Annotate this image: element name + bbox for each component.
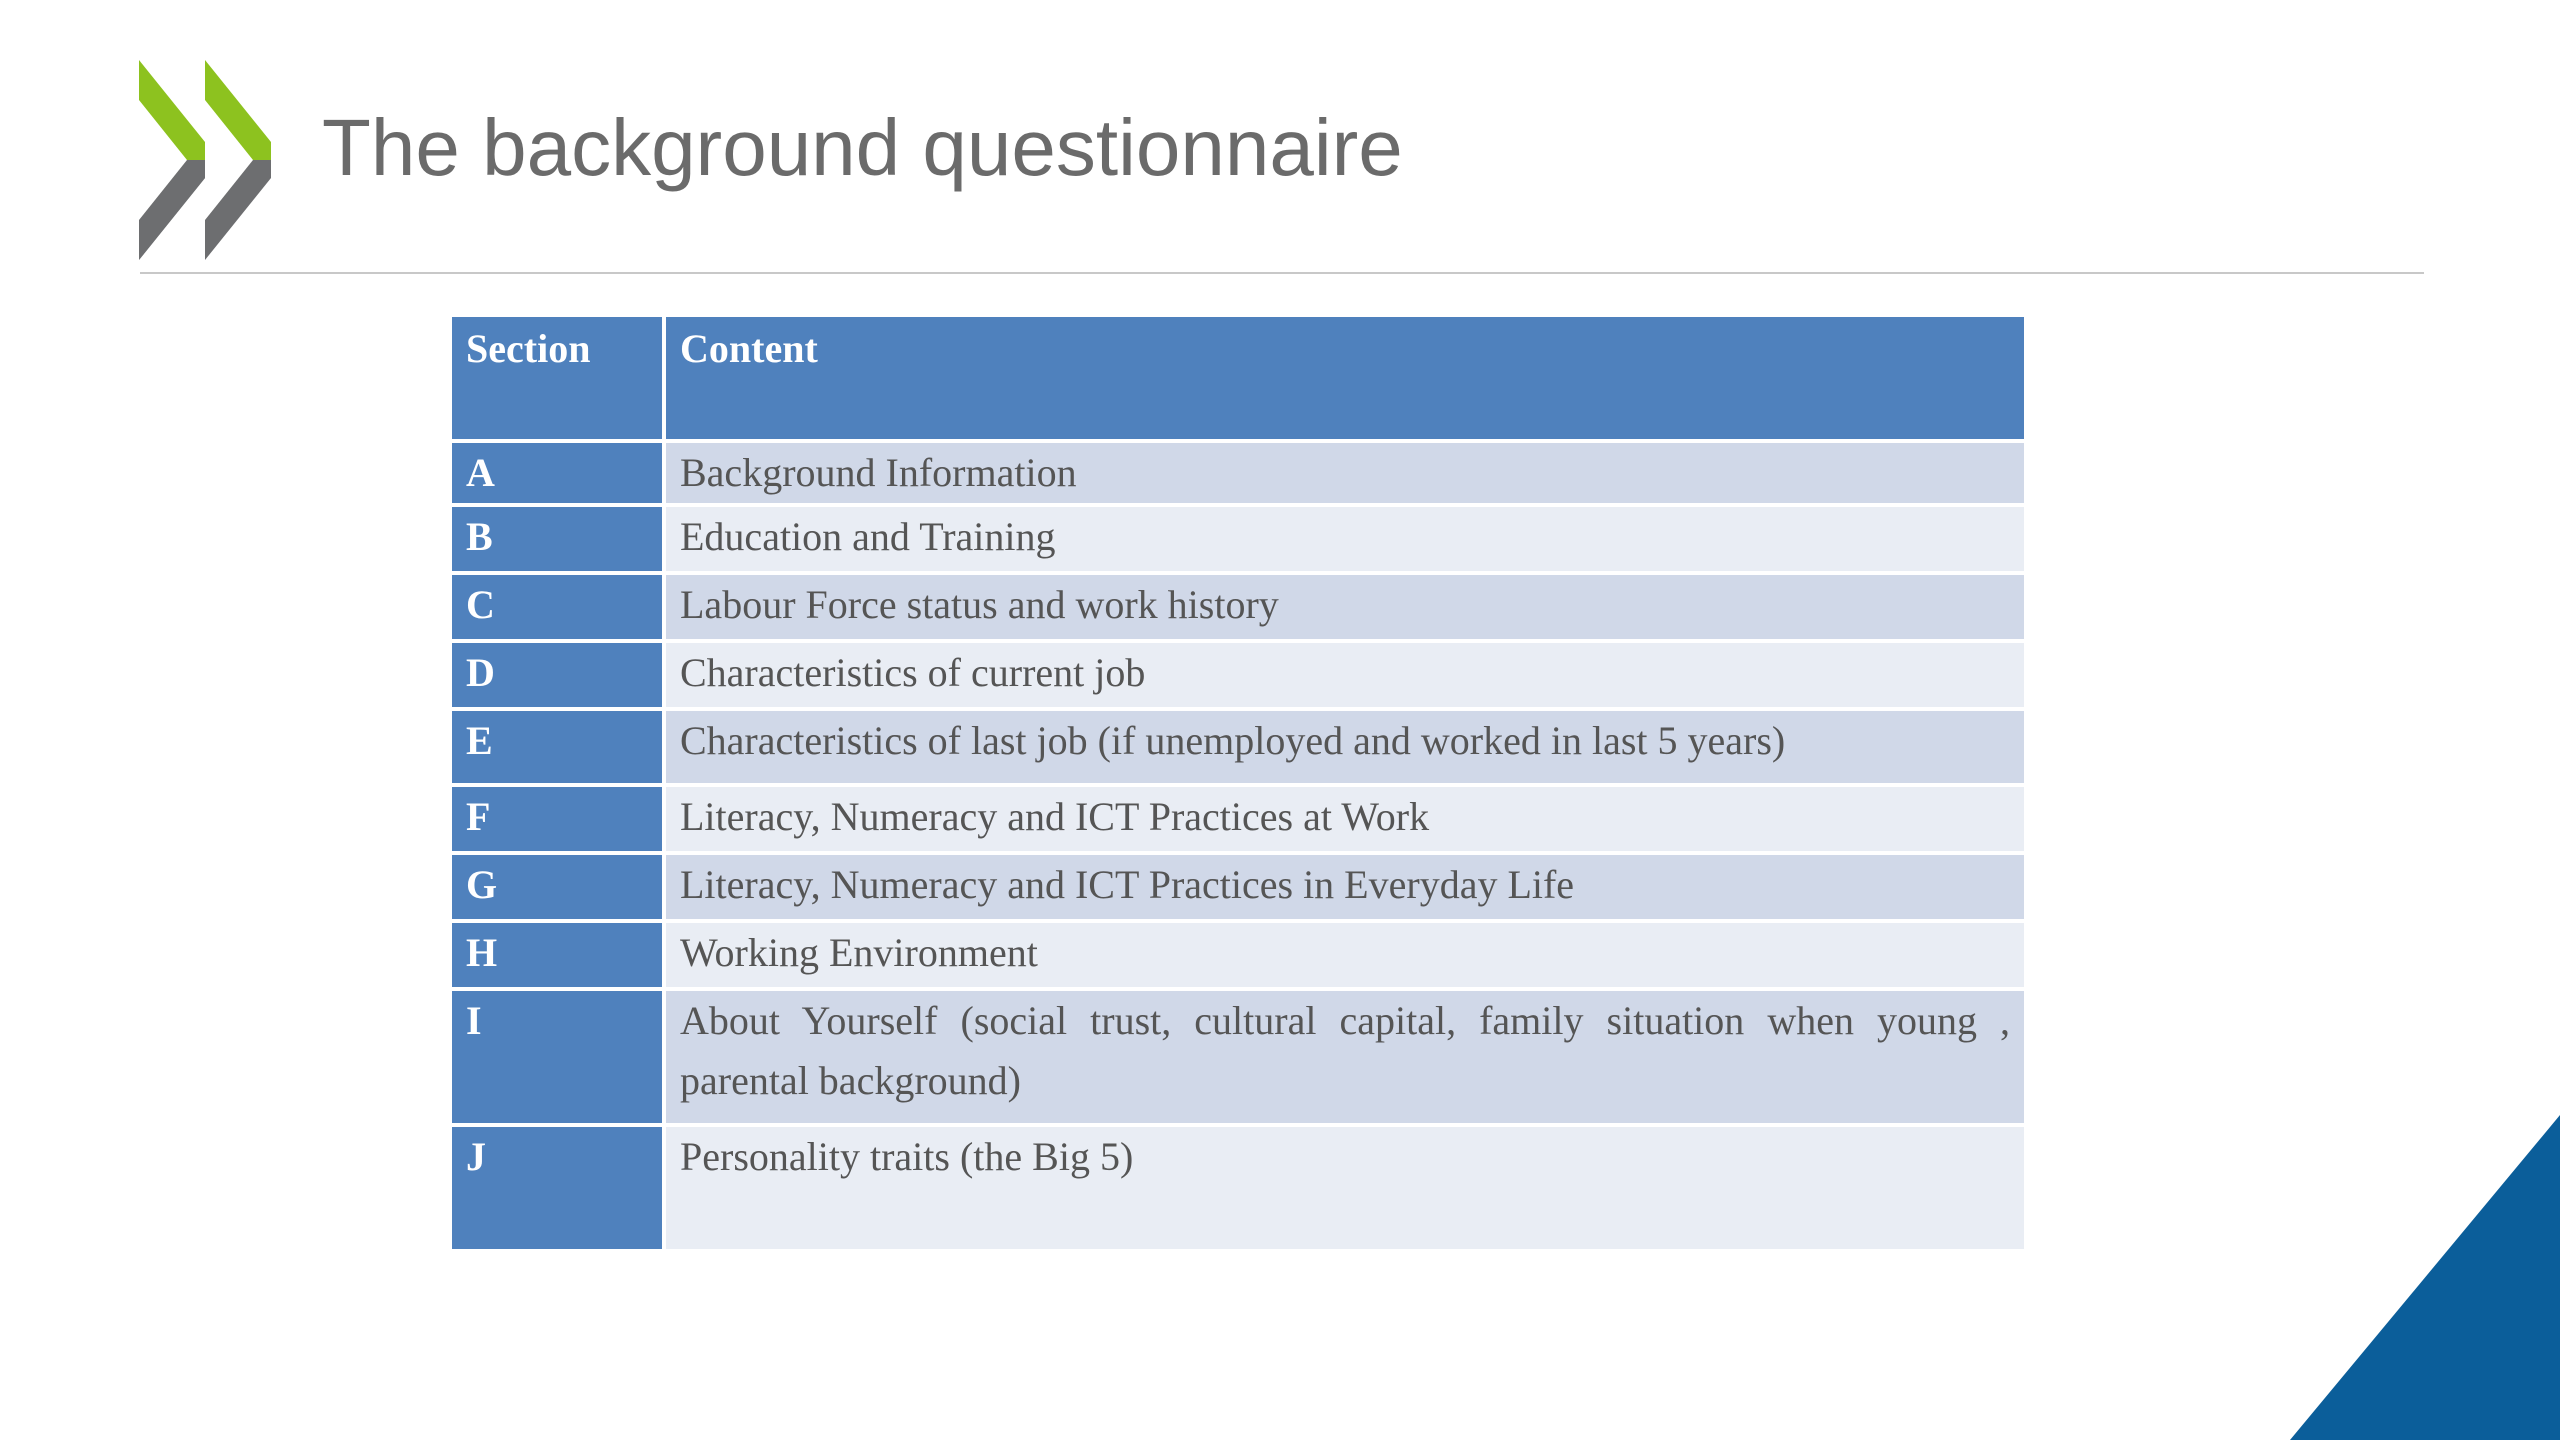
questionnaire-table xyxy=(452,317,2024,1253)
column-header-section: Section xyxy=(452,317,666,443)
section-cell: J xyxy=(452,1127,666,1253)
content-cell: Characteristics of last job (if unemployed and worked in last 5 years) xyxy=(666,711,2024,787)
content-cell: Working Environment xyxy=(666,923,2024,991)
table-row xyxy=(452,575,2024,643)
content-cell: Literacy, Numeracy and ICT Practices at Work xyxy=(666,787,2024,855)
content-cell: Labour Force status and work history xyxy=(666,575,2024,643)
table-row xyxy=(452,991,2024,1127)
table-row xyxy=(452,787,2024,855)
table-row xyxy=(452,923,2024,991)
section-cell: F xyxy=(452,787,666,855)
section-cell: D xyxy=(452,643,666,711)
content-cell: Literacy, Numeracy and ICT Practices in Everyday Life xyxy=(666,855,2024,923)
content-cell: Background Information xyxy=(666,443,2024,507)
content-cell: About Yourself (social trust, cultural capital, family situation when young , parental background) xyxy=(666,991,2024,1127)
section-cell: C xyxy=(452,575,666,643)
table-header-row xyxy=(452,317,2024,443)
content-cell: Characteristics of current job xyxy=(666,643,2024,711)
title-divider xyxy=(140,272,2424,274)
content-cell: Education and Training xyxy=(666,507,2024,575)
content-cell: Personality traits (the Big 5) xyxy=(666,1127,2024,1253)
section-cell: G xyxy=(452,855,666,923)
table-row xyxy=(452,1127,2024,1253)
corner-triangle-decoration xyxy=(2290,1115,2560,1440)
section-cell: E xyxy=(452,711,666,787)
table-row xyxy=(452,855,2024,923)
section-cell: H xyxy=(452,923,666,991)
column-header-content: Content xyxy=(666,317,2024,443)
section-cell: B xyxy=(452,507,666,575)
section-cell: I xyxy=(452,991,666,1127)
table-row xyxy=(452,507,2024,575)
table-row xyxy=(452,711,2024,787)
double-chevron-logo-icon xyxy=(139,60,271,260)
table-row xyxy=(452,443,2024,507)
section-cell: A xyxy=(452,443,666,507)
slide-title: The background questionnaire xyxy=(322,103,1403,192)
table-row xyxy=(452,643,2024,711)
